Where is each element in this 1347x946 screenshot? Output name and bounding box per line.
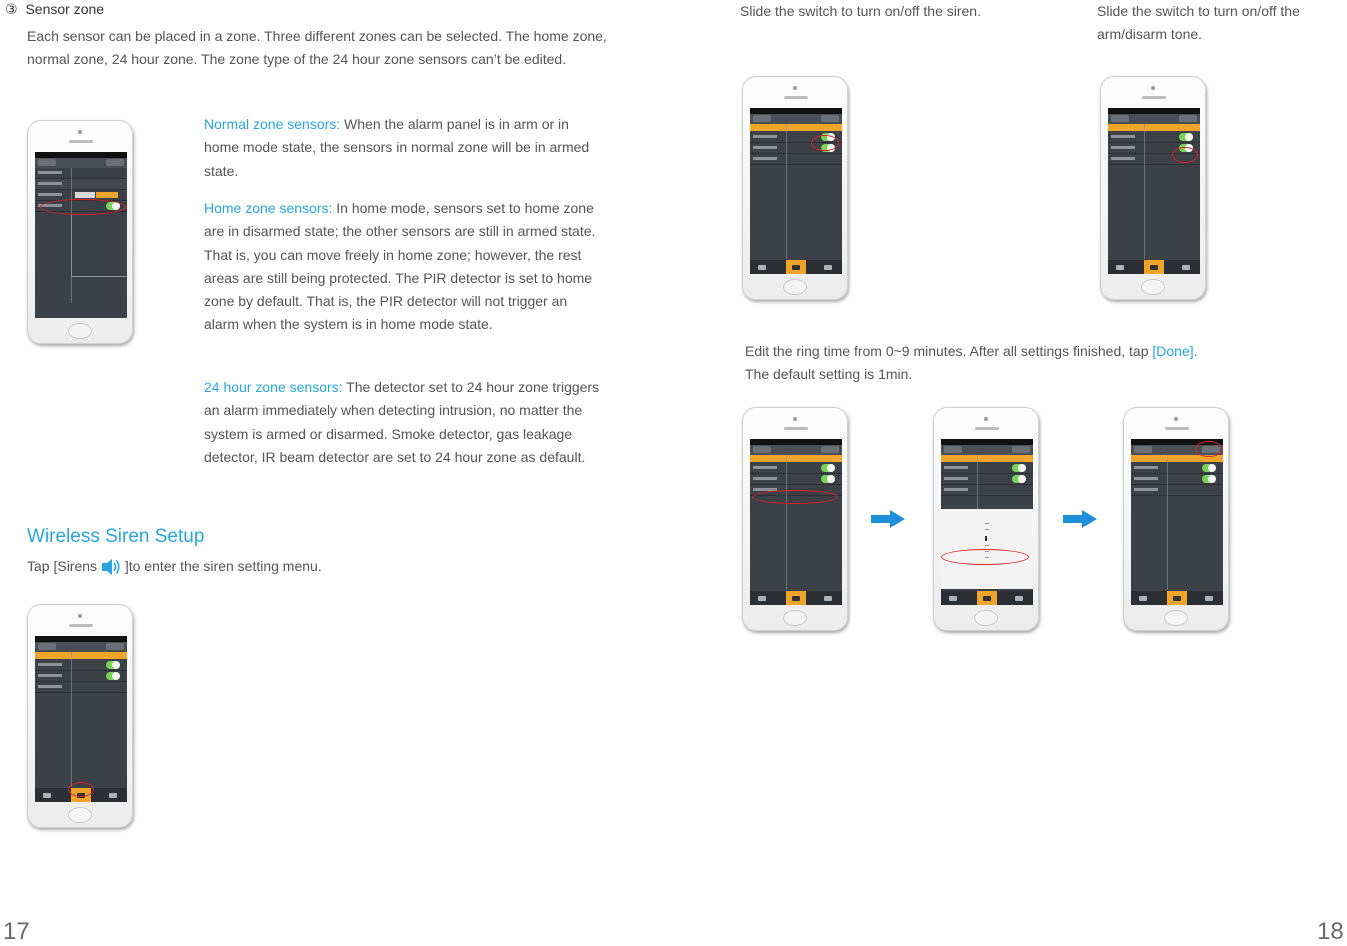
h24-zone-paragraph [204,376,604,469]
phone-done [1123,407,1229,631]
siren-tap-instruction: Tap [Sirens ]to enter the siren setting menu. [27,555,427,578]
phone-screen [750,439,842,605]
normal-zone-label: Normal zone sensors: [204,116,341,132]
highlight-ring [1195,441,1223,457]
ring-time-instruction: Edit the ring time from 0~9 minutes. After all settings finished, tap [Done]. The default setting is 1min. [745,343,1198,383]
step-number: ③ [5,1,18,17]
sensor-zone-title: Sensor zone [25,1,105,17]
highlight-ring [1172,147,1198,163]
siren-icon [101,558,121,576]
h24-zone-label: 24 hour zone sensors: [204,379,343,395]
h24-zone-text: The detector set to 24 hour zone triggers an alarm immediately when detecting intrusion, no matter the system is armed or disarmed. Smoke detector, gas leakage detector, IR beam detector are set to 24 hour zone as default. [204,379,600,465]
home-zone-text: In home mode, sensors set to home zone are in disarmed state; the other sensors are still in armed state. That is, you can move freely in home zone; however, the rest areas are still being protected. The PIR detector is set to home zone by default. That is, the PIR detector will not trigger an alarm when the system is in home mode state. [204,200,596,333]
sensor-zone-heading [5,1,104,18]
phone-screen [750,108,842,274]
home-zone-label: Home zone sensors: [204,200,333,216]
phone-screen [35,152,127,318]
home-zone-paragraph [204,197,604,337]
normal-zone-paragraph [204,113,604,183]
page-number-right: 18 [1317,918,1344,945]
highlight-ring [68,782,94,797]
normal-zone-text: When the alarm panel is in arm or in home mode state, the sensors in normal zone will be in armed state. [204,116,590,179]
caption-tone-switch: Slide the switch to turn on/off the arm/disarm tone. [1097,3,1300,43]
phone-sirens-tab [27,604,133,828]
phone-ringing-time [742,407,848,631]
phone-screen [1131,439,1223,605]
siren-setup-title: Wireless Siren Setup [27,526,205,547]
arrow-right-icon [1063,510,1097,528]
arrow-right-icon [871,510,905,528]
phone-sensor-zone [27,120,133,344]
highlight-ring [40,199,126,215]
default-setting-text: The default setting is 1min. [745,366,913,383]
highlight-ring [811,135,839,151]
phone-siren-switch [742,76,848,300]
phone-tone-switch [1100,76,1206,300]
done-label: [Done] [1152,343,1194,359]
sensor-zone-intro: Each sensor can be placed in a zone. Three different zones can be selected. The home zone, normal zone, 24 hour zone. The zone type of the 24 hour zone sensors can’t be edited. [27,28,607,68]
phone-screen [35,636,127,802]
highlight-ring [941,549,1029,565]
page-number-left: 17 [3,918,30,945]
caption-siren-switch: Slide the switch to turn on/off the siren. [740,3,981,19]
phone-ring-time-picker [933,407,1039,631]
highlight-ring [752,490,838,504]
phone-screen [1108,108,1200,274]
phone-screen [941,439,1033,605]
